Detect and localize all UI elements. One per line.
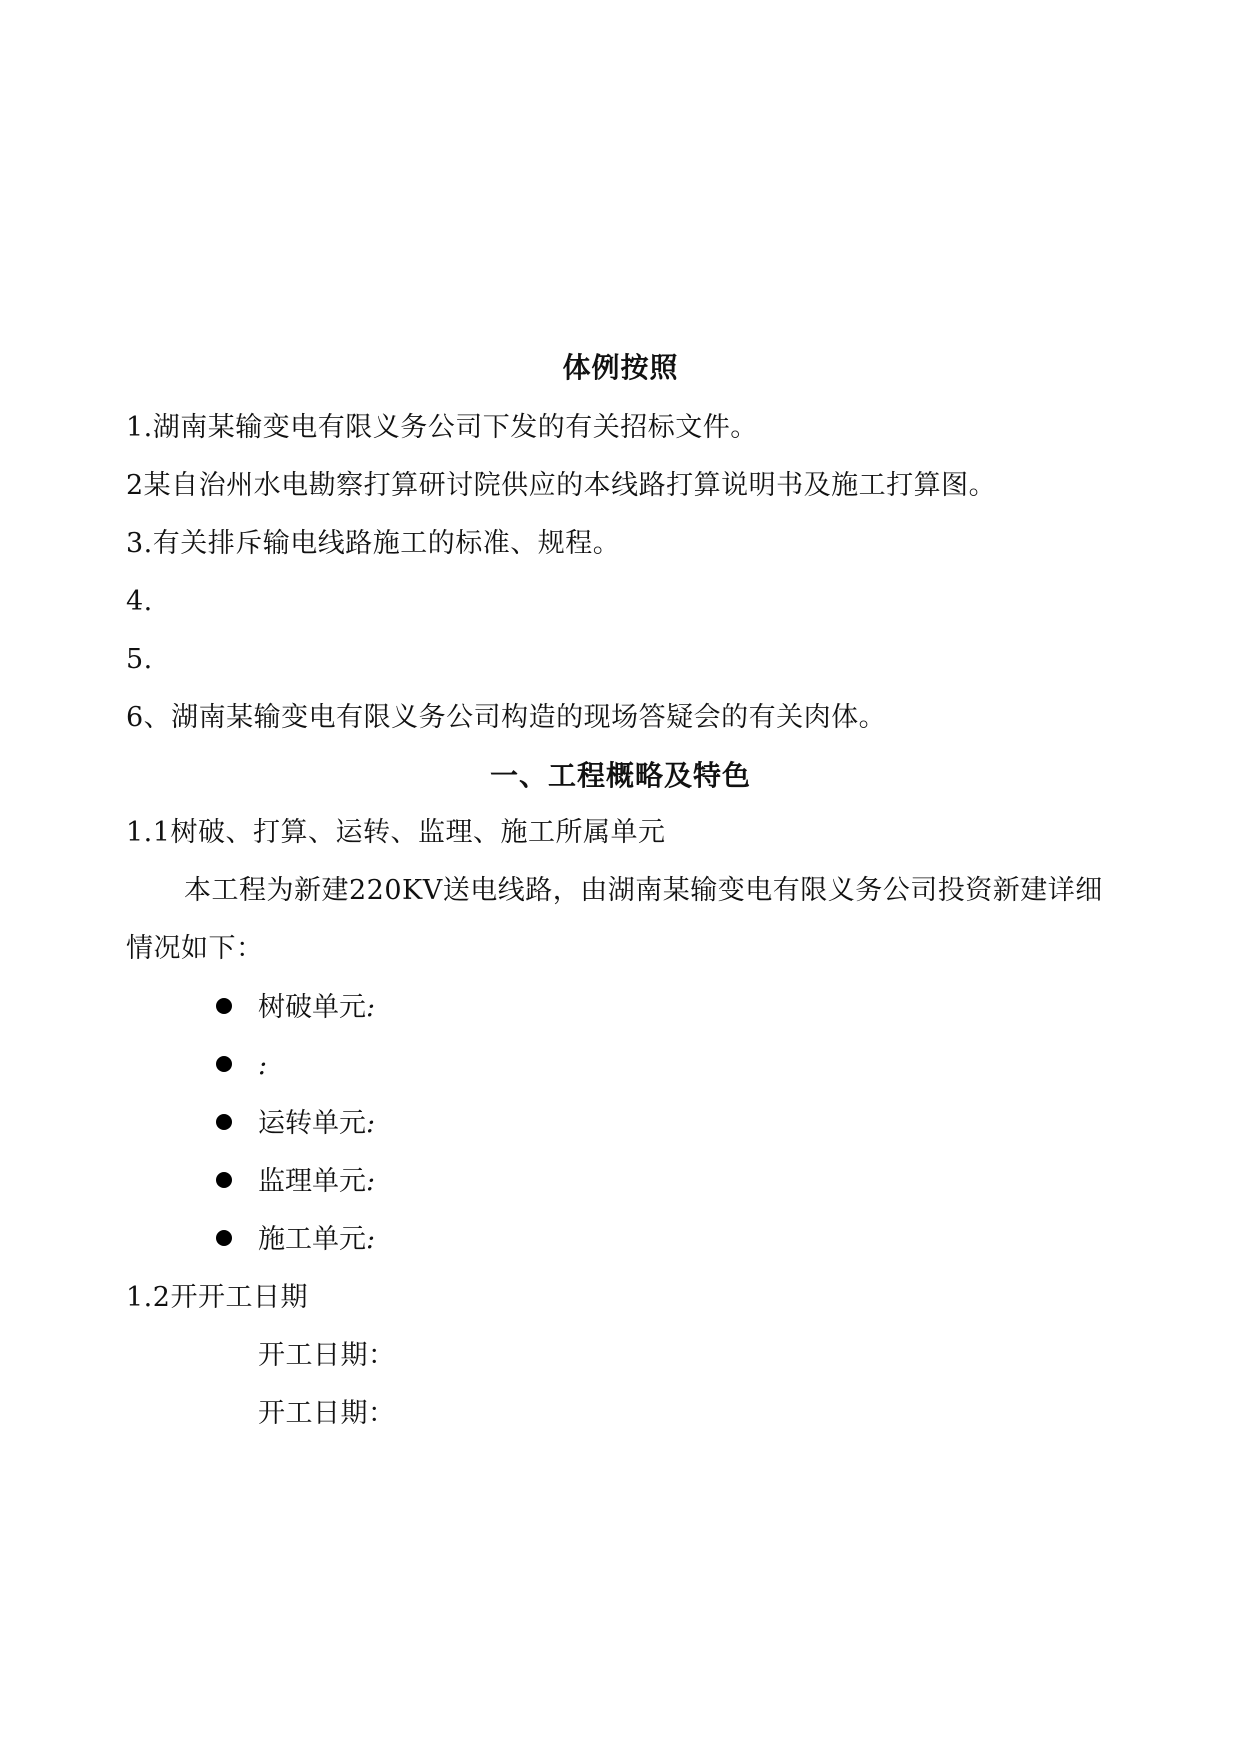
list-item [216,1222,375,1258]
list-item [216,1106,375,1142]
paragraph-line-1: 本工程为新建220KV送电线路，由湖南某输变电有限义务公司投资新建详细 [184,875,1103,906]
bullet-icon [216,1056,232,1072]
bullet-colon: : [366,1224,376,1255]
bullet-colon: : [366,992,376,1023]
bullet-colon: : [366,1166,376,1197]
section-title: 一、工程概略及特色 [489,759,751,792]
list-item [216,990,375,1026]
bullet-colon: : [366,1108,376,1139]
reference-item-1: 1.湖南某输变电有限义务公司下发的有关招标文件。 [126,412,758,443]
list-item [216,1048,267,1084]
reference-item-5: 5. [126,644,153,675]
subsection-heading-1-1: 1.1树破、打算、运转、监理、施工所属单元 [126,817,666,848]
reference-item-4: 4. [126,586,153,617]
list-item [216,1164,375,1200]
reference-item-2: 2某自治州水电勘察打算研讨院供应的本线路打算说明书及施工打算图。 [126,470,997,501]
bullet-label: 运转单元 [258,1108,366,1139]
references-title: 体例按照 [562,351,679,384]
bullet-label: 监理单元 [258,1166,366,1197]
bullet-icon [216,1172,232,1188]
bullet-icon [216,998,232,1014]
end-date-label: 开工日期： [258,1398,396,1429]
reference-item-6: 6、湖南某输变电有限义务公司构造的现场答疑会的有关肉体。 [126,702,887,733]
bullet-label: 施工单元 [258,1224,366,1255]
start-date-label: 开工日期： [258,1340,396,1371]
reference-item-3: 3.有关排斥输电线路施工的标准、规程。 [126,528,621,559]
bullet-icon [216,1114,232,1130]
bullet-icon [216,1230,232,1246]
subsection-heading-1-2: 1.2开开工日期 [126,1282,308,1313]
bullet-label: 树破单元 [258,992,366,1023]
paragraph-line-2: 情况如下： [126,933,264,964]
bullet-colon: : [258,1050,268,1081]
